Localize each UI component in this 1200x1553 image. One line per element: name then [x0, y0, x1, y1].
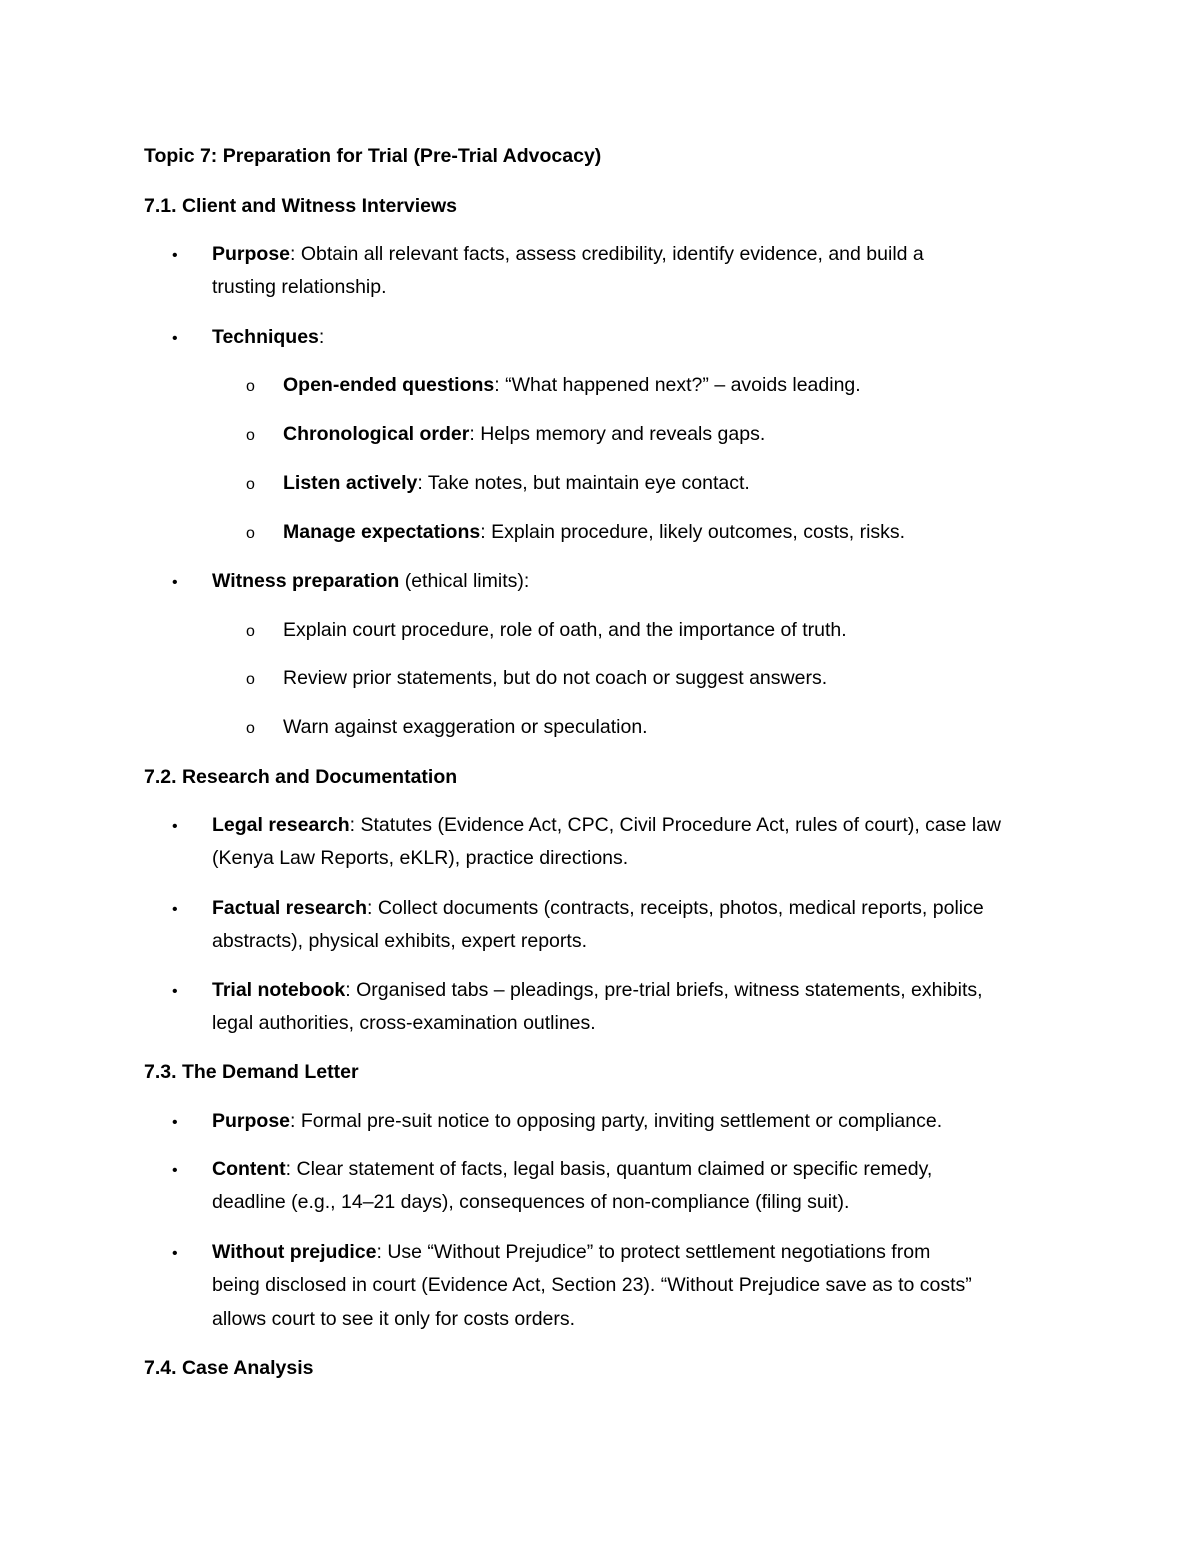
item-term: Open-ended questions — [283, 374, 495, 396]
sub-list-item: Explain court procedure, role of oath, and the importance of truth. — [283, 619, 847, 641]
item-text: : Collect documents (contracts, receipts, photos, medical reports, police — [367, 897, 984, 919]
item-term: Legal research — [212, 814, 350, 836]
item-text: : Explain procedure, likely outcomes, costs, risks. — [480, 521, 906, 543]
item-text: : Clear statement of facts, legal basis, quantum claimed or specific remedy, — [285, 1158, 933, 1180]
item-text: : “What happened next?” – avoids leading. — [494, 374, 861, 396]
sub-bullet: o — [246, 476, 255, 493]
item-continuation: being disclosed in court (Evidence Act, Section 23). “Without Prejudice save as to costs” — [212, 1274, 972, 1296]
item-text: : Take notes, but maintain eye contact. — [417, 472, 750, 494]
bullet: • — [172, 901, 178, 918]
sub-list-item — [283, 516, 905, 549]
bullet: • — [172, 247, 178, 264]
item-continuation: abstracts), physical exhibits, expert reports. — [212, 930, 587, 952]
item-term: Without prejudice — [212, 1241, 377, 1263]
item-term: Chronological order — [283, 423, 470, 445]
list-item — [212, 974, 983, 1007]
item-text: (ethical limits): — [399, 570, 530, 592]
list-item — [212, 809, 1001, 842]
sub-list-item: Warn against exaggeration or speculation. — [283, 716, 648, 738]
item-term: Trial notebook — [212, 979, 346, 1001]
sub-bullet: o — [246, 671, 255, 688]
item-continuation: allows court to see it only for costs orders. — [212, 1308, 576, 1330]
sub-list-item: Review prior statements, but do not coach or suggest answers. — [283, 667, 828, 689]
list-item — [212, 1236, 930, 1269]
item-term: Listen actively — [283, 472, 418, 494]
item-term: Manage expectations — [283, 521, 481, 543]
sub-bullet: o — [246, 525, 255, 542]
section-heading: 7.4. Case Analysis — [144, 1357, 314, 1379]
item-term: Techniques — [212, 326, 319, 348]
item-term: Content — [212, 1158, 286, 1180]
item-text: : — [318, 326, 325, 348]
item-term: Factual research — [212, 897, 368, 919]
sub-list-item — [283, 418, 765, 451]
item-continuation: deadline (e.g., 14–21 days), consequences of non-compliance (filing suit). — [212, 1191, 850, 1213]
bullet: • — [172, 1162, 178, 1179]
bullet: • — [172, 574, 178, 591]
bullet: • — [172, 818, 178, 835]
item-continuation: (Kenya Law Reports, eKLR), practice directions. — [212, 847, 629, 869]
list-item — [212, 321, 324, 354]
item-text: : Obtain all relevant facts, assess credibility, identify evidence, and build a — [290, 243, 924, 265]
item-term: Purpose — [212, 1110, 291, 1132]
item-text: : Use “Without Prejudice” to protect settlement negotiations from — [376, 1241, 931, 1263]
section-heading: 7.1. Client and Witness Interviews — [144, 195, 457, 217]
section-heading: 7.3. The Demand Letter — [144, 1061, 359, 1083]
item-text: : Statutes (Evidence Act, CPC, Civil Procedure Act, rules of court), case law — [349, 814, 1002, 836]
item-text: : Organised tabs – pleadings, pre-trial briefs, witness statements, exhibits, — [345, 979, 983, 1001]
item-term: Witness preparation — [212, 570, 400, 592]
item-term: Purpose — [212, 243, 291, 265]
bullet: • — [172, 330, 178, 347]
sub-list-item — [283, 467, 750, 500]
item-continuation: legal authorities, cross-examination outlines. — [212, 1012, 596, 1034]
sub-bullet: o — [246, 623, 255, 640]
list-item — [212, 1105, 942, 1138]
sub-bullet: o — [246, 720, 255, 737]
page-title: Topic 7: Preparation for Trial (Pre-Trial Advocacy) — [144, 145, 602, 167]
sub-list-item — [283, 369, 861, 402]
item-text: : Formal pre-suit notice to opposing party, inviting settlement or compliance. — [290, 1110, 943, 1132]
list-item — [212, 1153, 932, 1186]
sub-bullet: o — [246, 378, 255, 395]
bullet: • — [172, 1114, 178, 1131]
bullet: • — [172, 1245, 178, 1262]
item-text: : Helps memory and reveals gaps. — [469, 423, 766, 445]
list-item — [212, 238, 924, 271]
sub-bullet: o — [246, 427, 255, 444]
section-heading: 7.2. Research and Documentation — [144, 766, 458, 788]
item-continuation: trusting relationship. — [212, 276, 387, 298]
list-item — [212, 565, 529, 598]
list-item — [212, 892, 984, 925]
bullet: • — [172, 983, 178, 1000]
